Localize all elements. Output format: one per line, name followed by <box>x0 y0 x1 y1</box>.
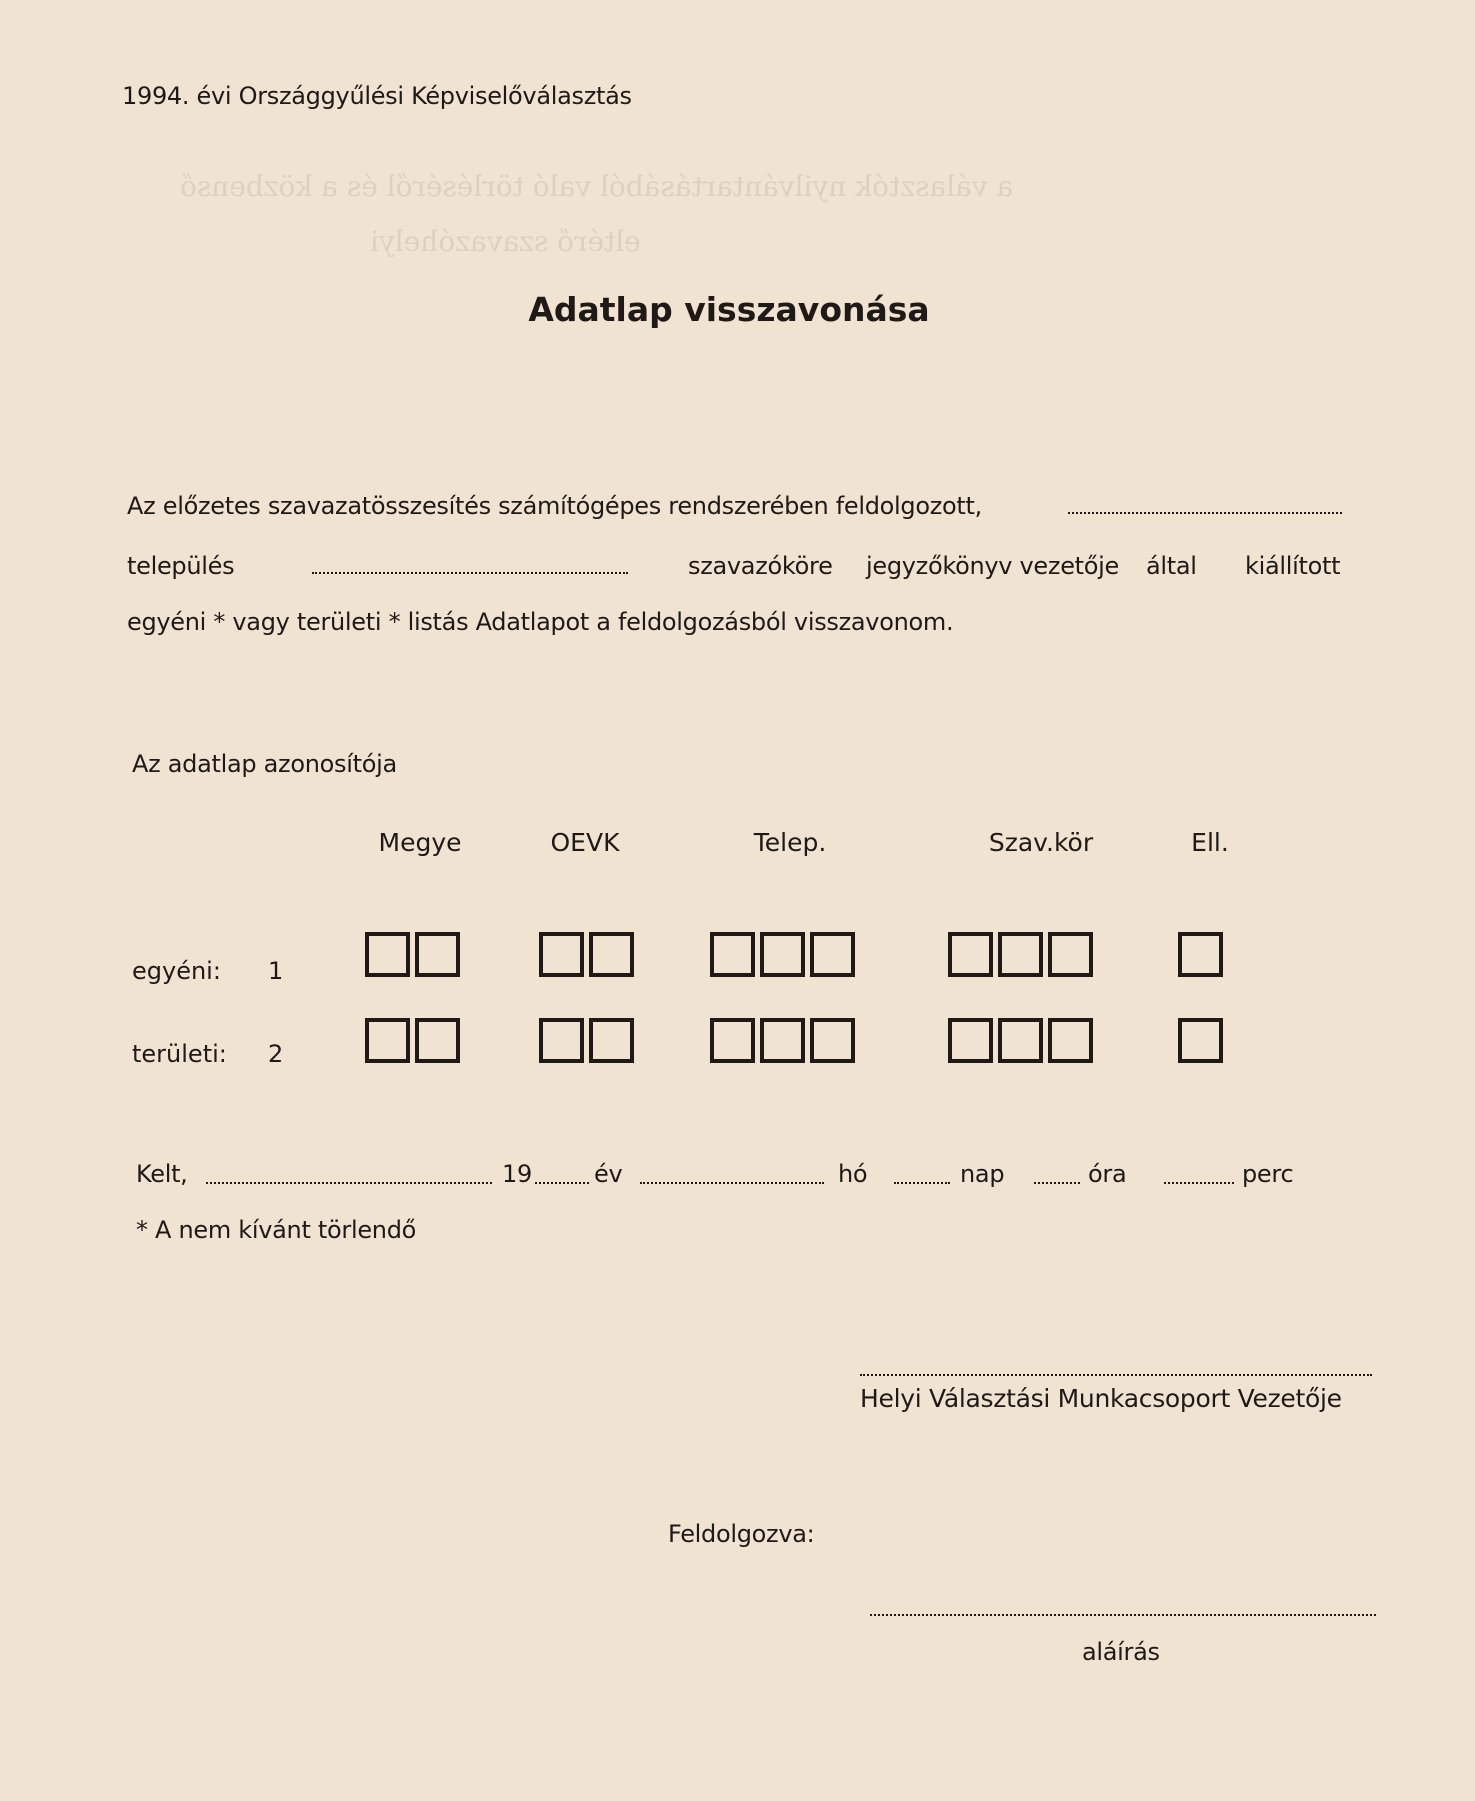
ell-boxes-egyeni <box>1178 932 1223 977</box>
megye-boxes-egyeni <box>365 932 460 977</box>
digit-box[interactable] <box>710 932 755 977</box>
row-number-1: 1 <box>268 957 284 985</box>
election-header: 1994. évi Országgyűlési Képviselőválasztás <box>122 82 632 110</box>
column-label-megye: Megye <box>378 828 462 857</box>
footnote: * A nem kívánt törlendő <box>136 1216 417 1244</box>
paragraph-line-2-issued: kiállított <box>1245 552 1341 580</box>
show-through-text: a választók nyilvántartásából való törléséről és a közbenső <box>180 170 1014 203</box>
digit-box[interactable] <box>810 932 855 977</box>
paragraph-line-3: egyéni * vagy területi * listás Adatlapot a feldolgozásból visszavonom. <box>127 608 954 636</box>
processed-signature-label: aláírás <box>1082 1638 1160 1666</box>
digit-box[interactable] <box>1178 1018 1223 1063</box>
date-ho: hó <box>838 1160 868 1188</box>
digit-box[interactable] <box>365 1018 410 1063</box>
szavkor-boxes-teruleti <box>948 1018 1093 1063</box>
digit-box[interactable] <box>948 932 993 977</box>
date-nap: nap <box>960 1160 1005 1188</box>
date-kelt: Kelt, <box>136 1160 188 1188</box>
show-through-text: eltérő szavazóhelyi <box>370 225 641 258</box>
szavkor-boxes-egyeni <box>948 932 1093 977</box>
digit-box[interactable] <box>810 1018 855 1063</box>
signature-line-processed[interactable] <box>870 1614 1376 1616</box>
paragraph-line-1 <box>127 492 982 520</box>
digit-box[interactable] <box>1178 932 1223 977</box>
digit-box[interactable] <box>948 1018 993 1063</box>
fill-in-line-minute[interactable] <box>1164 1182 1234 1184</box>
oevk-boxes-teruleti <box>539 1018 634 1063</box>
ell-boxes-teruleti <box>1178 1018 1223 1063</box>
date-ora: óra <box>1088 1160 1127 1188</box>
digit-box[interactable] <box>365 932 410 977</box>
row-label-teruleti: területi: <box>132 1040 227 1068</box>
date-ev: év <box>594 1160 623 1188</box>
paragraph-line-2-district: szavazóköre <box>688 552 833 580</box>
oevk-boxes-egyeni <box>539 932 634 977</box>
row-number-2: 2 <box>268 1040 284 1068</box>
digit-box[interactable] <box>589 932 634 977</box>
processed-label: Feldolgozva: <box>668 1520 815 1548</box>
column-label-ell: Ell. <box>1191 828 1229 857</box>
digit-box[interactable] <box>589 1018 634 1063</box>
paragraph-line-2-recorder: jegyzőkönyv vezetője <box>866 552 1119 580</box>
row-label-egyeni: egyéni: <box>132 957 221 985</box>
digit-box[interactable] <box>1048 1018 1093 1063</box>
paragraph-line-2-by: által <box>1146 552 1197 580</box>
digit-box[interactable] <box>415 932 460 977</box>
fill-in-line-place[interactable] <box>206 1182 492 1184</box>
digit-box[interactable] <box>998 1018 1043 1063</box>
fill-in-line-year[interactable] <box>535 1182 589 1184</box>
megye-boxes-teruleti <box>365 1018 460 1063</box>
page-title: Adatlap visszavonása <box>528 290 930 329</box>
digit-box[interactable] <box>760 932 805 977</box>
digit-box[interactable] <box>998 932 1043 977</box>
column-label-telep: Telep. <box>753 828 827 857</box>
identifier-label: Az adatlap azonosítója <box>132 750 397 778</box>
digit-box[interactable] <box>415 1018 460 1063</box>
signature-line-leader[interactable] <box>860 1374 1372 1376</box>
paragraph-line-1-text: Az előzetes szavazatösszesítés számítógépes rendszerében feldolgozott, <box>127 492 982 520</box>
fill-in-line-hour[interactable] <box>1034 1182 1080 1184</box>
telep-boxes-teruleti <box>710 1018 855 1063</box>
telep-boxes-egyeni <box>710 932 855 977</box>
fill-in-line-processed[interactable] <box>1068 512 1342 514</box>
column-label-oevk: OEVK <box>550 828 620 857</box>
digit-box[interactable] <box>760 1018 805 1063</box>
column-label-szavkor: Szav.kör <box>988 828 1094 857</box>
fill-in-line-settlement[interactable] <box>312 572 628 574</box>
digit-box[interactable] <box>1048 932 1093 977</box>
digit-box[interactable] <box>539 932 584 977</box>
date-year-prefix: 19 <box>502 1160 532 1188</box>
signature-role: Helyi Választási Munkacsoport Vezetője <box>860 1384 1342 1413</box>
paragraph-line-2-settlement: település <box>127 552 235 580</box>
fill-in-line-month[interactable] <box>640 1182 824 1184</box>
date-perc: perc <box>1242 1160 1294 1188</box>
digit-box[interactable] <box>710 1018 755 1063</box>
fill-in-line-day[interactable] <box>894 1182 950 1184</box>
digit-box[interactable] <box>539 1018 584 1063</box>
